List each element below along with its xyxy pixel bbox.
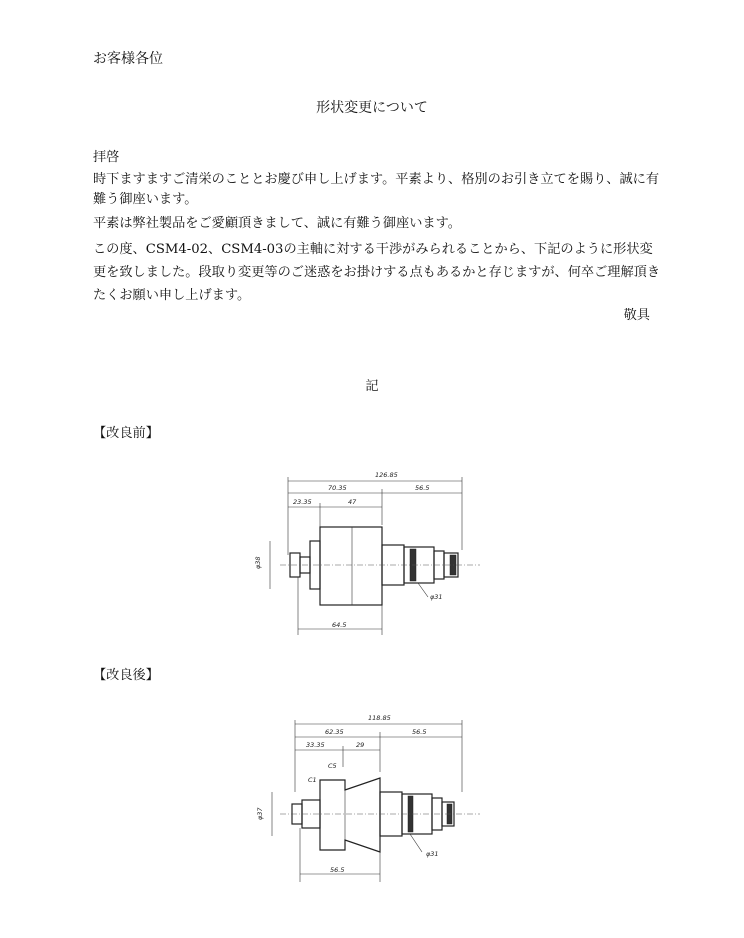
dim-shaft-diameter: φ31 [430,593,443,601]
dim-b: 47 [348,498,357,506]
dim-left-part-after: 62.35 [325,728,344,736]
ki-mark: 記 [365,379,379,394]
paragraph-2: 平素は弊社製品をご愛顧頂きまして、誠に有難う御座います。 [93,216,461,231]
dim-a: 23.35 [293,498,312,506]
dim-right-part-after: 56.5 [412,728,427,736]
paragraph-1: 時下ますますご清栄のこととお慶び申し上げます。平素より、格別のお引き立てを賜り、誠に有難う御座います。 [93,172,660,207]
dim-a-after: 33.35 [306,741,325,749]
closing: 敬具 [623,308,650,323]
drawing-before [250,465,490,635]
drawing-after [250,712,490,882]
dim-bottom-after: 56.5 [330,866,345,874]
dim-chamfer1: C1 [308,776,317,784]
document-title: 形状変更について [316,100,428,116]
paragraph-3: この度、CSM4-02、CSM4-03の主軸に対する干渉がみられることから、下記のように形状変更を致しました。段取り変更等のご迷惑をお掛けする点もあるかと存じますが、何卒ご理解頂きたくお願い申し上げます。 [93,242,661,303]
addressee: お客様各位 [93,51,163,67]
dim-diameter-after: φ37 [256,807,264,820]
section-before-heading: 【改良前】 [93,426,159,441]
greeting: 拝啓 [93,150,120,165]
dim-diameter: φ38 [254,556,262,569]
dim-overall: 126.85 [375,471,398,479]
dim-b-after: 29 [356,741,365,749]
dim-overall-after: 118.85 [368,714,391,722]
section-after-heading: 【改良後】 [93,668,159,683]
dim-bottom: 64.5 [332,621,347,629]
dim-right-part: 56.5 [415,484,430,492]
dim-left-part: 70.35 [328,484,347,492]
dim-shaft-diameter-after: φ31 [426,850,439,858]
dim-chamfer2: C5 [328,762,337,770]
